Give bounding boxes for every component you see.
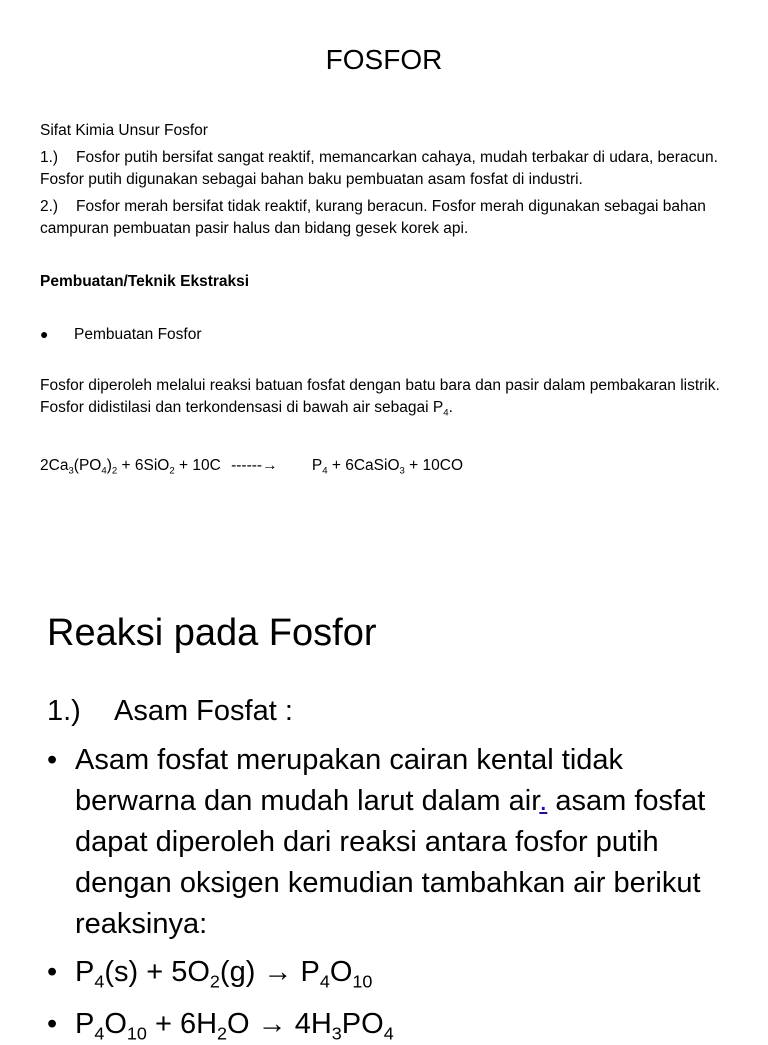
bullet-text-part: Asam fosfat merupakan cairan kental tidak berwarna dan mudah larut dalam air [75, 744, 624, 817]
bullet-text [75, 740, 737, 945]
equation-arrow: ------→ [231, 457, 278, 474]
equation-left: $2Ca_3(PO_4)_2 + 6SiO_2 + 10C$ [40, 457, 221, 477]
slide-reaksi [0, 580, 768, 1044]
bullet-item [47, 952, 737, 993]
slide-title: FOSFOR [325, 44, 443, 75]
extraction-paragraph [40, 375, 730, 419]
item-number: 1.) [47, 695, 81, 727]
equation-right: $P_4$ + 6CaSiO$_3$ + 10CO [311, 457, 464, 477]
bullet-dot-icon: • [47, 1008, 58, 1040]
paragraph-end: . [448, 399, 453, 416]
paragraph-text: Fosfor diperoleh melalui reaksi batuan fosfat dengan batu bara dan pasir dalam pembakaran listrik. Fosfor didistilasi dan terkondensasi di bawah air sebagai P [40, 377, 720, 416]
chemical-equation [40, 455, 730, 477]
slide-title: Reaksi pada Fosfor [47, 612, 377, 654]
reaction-equation: $P_4(s) + 5O_2(g) \to P_4O_{10}$ [75, 956, 373, 992]
paragraph-subscript: 4 [443, 407, 449, 419]
inline-link[interactable]: . [539, 785, 548, 817]
bullet-text-part: asam fosfat dapat diperoleh dari reaksi antara fosfor putih dengan oksigen kemudian tambahkan air berikut reaksinya: [75, 785, 706, 940]
extraction-heading: Pembuatan/Teknik Ekstraksi [40, 273, 250, 290]
bullet-dot-icon: ● [40, 326, 49, 342]
bullet-dot-icon: • [47, 744, 58, 776]
list-item [40, 147, 730, 191]
bullet-text: Pembuatan Fosfor [74, 326, 202, 343]
numbered-item [47, 692, 293, 730]
bullet-item [47, 1004, 737, 1045]
section-heading: Sifat Kimia Unsur Fosfor [40, 122, 208, 139]
bullet-item [47, 740, 737, 945]
list-item-text: Fosfor putih bersifat sangat reaktif, memancarkan cahaya, mudah terbakar di udara, beracun. Fosfor putih digunakan sebagai bahan baku pembuatan asam fosfat di industri. [40, 149, 718, 188]
item-label: Asam Fosfat : [114, 695, 293, 727]
bullet-item [40, 323, 202, 346]
list-item-text: Fosfor merah bersifat tidak reaktif, kurang beracun. Fosfor merah digunakan sebagai bahan campuran pembuatan pasir halus dan bidang gesek korek api. [40, 198, 706, 237]
list-item [40, 196, 730, 240]
bullet-dot-icon: • [47, 956, 58, 988]
list-item-number: 2.) [40, 198, 59, 215]
reaction-equation: $P_4O_{10} + 6H_2O \to 4H_3PO_4$ [75, 1008, 394, 1044]
list-item-number: 1.) [40, 149, 59, 166]
